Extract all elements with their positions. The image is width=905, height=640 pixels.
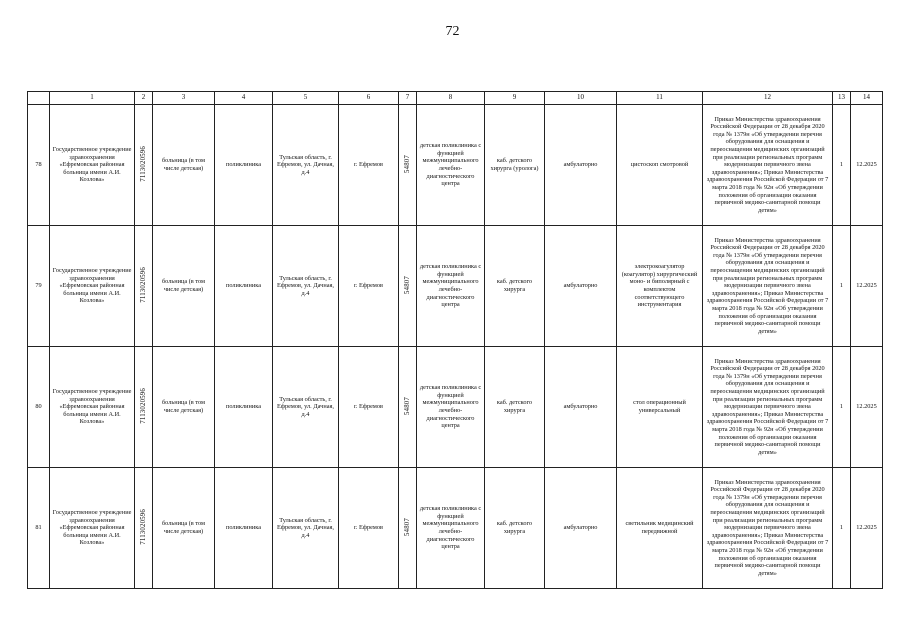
oktmo-code: 54807 bbox=[403, 154, 411, 173]
facility-type: больница (в том числе детская) bbox=[153, 226, 215, 347]
equipment-name: цистоскоп смотровой bbox=[617, 105, 703, 226]
city: г. Ефремов bbox=[339, 105, 399, 226]
institution-name: Государственное учреждение здравоохранения «Ефремовская районная больница имени А.И. Козлова» bbox=[50, 468, 135, 589]
header-cell: 6 bbox=[339, 92, 399, 105]
facility-type: больница (в том числе детская) bbox=[153, 347, 215, 468]
department: детская поликлиника с функцией межмуниципального лечебно-диагностического центра bbox=[417, 347, 485, 468]
legal-basis: Приказ Министерства здравоохранения Российской Федерации от 28 декабря 2020 года № 1379н «Об утверждении перечня оборудования для оснащения и переоснащения медицинских организаций при реализации региональных программ модернизации первичного звена здравоохранения»; Приказ Министерства здравоохранения Российской Федерации от 7 марта 2018 года № 92н «Об утверждении положения об организации оказания первичной медико-санитарной помощи детям» bbox=[703, 105, 833, 226]
address: Тульская область, г. Ефремов, ул. Дачная, д.4 bbox=[273, 105, 339, 226]
department: детская поликлиника с функцией межмуниципального лечебно-диагностического центра bbox=[417, 226, 485, 347]
equipment-name: светильник медицинский передвижной bbox=[617, 468, 703, 589]
care-conditions: амбулаторно bbox=[545, 468, 617, 589]
equipment-table bbox=[27, 91, 883, 589]
header-cell: 3 bbox=[153, 92, 215, 105]
row-number: 78 bbox=[28, 105, 50, 226]
due-date: 12.2025 bbox=[851, 226, 883, 347]
care-conditions: амбулаторно bbox=[545, 226, 617, 347]
institution-name: Государственное учреждение здравоохранения «Ефремовская районная больница имени А.И. Козлова» bbox=[50, 347, 135, 468]
header-cell: 14 bbox=[851, 92, 883, 105]
address: Тульская область, г. Ефремов, ул. Дачная, д.4 bbox=[273, 347, 339, 468]
department: детская поликлиника с функцией межмуниципального лечебно-диагностического центра bbox=[417, 105, 485, 226]
legal-basis: Приказ Министерства здравоохранения Российской Федерации от 28 декабря 2020 года № 1379н «Об утверждении перечня оборудования для оснащения и переоснащения медицинских организаций при реализации региональных программ модернизации первичного звена здравоохранения»; Приказ Министерства здравоохранения Российской Федерации от 7 марта 2018 года № 92н «Об утверждении положения об организации оказания первичной медико-санитарной помощи детям» bbox=[703, 226, 833, 347]
care-conditions: амбулаторно bbox=[545, 105, 617, 226]
header-cell: 11 bbox=[617, 92, 703, 105]
city: г. Ефремов bbox=[339, 226, 399, 347]
room: каб. детского хирурга bbox=[485, 468, 545, 589]
inn-code-cell bbox=[135, 226, 153, 347]
header-cell: 12 bbox=[703, 92, 833, 105]
header-cell: 2 bbox=[135, 92, 153, 105]
oktmo-code: 54807 bbox=[403, 517, 411, 536]
facility-type: больница (в том числе детская) bbox=[153, 468, 215, 589]
due-date: 12.2025 bbox=[851, 468, 883, 589]
address: Тульская область, г. Ефремов, ул. Дачная, д.4 bbox=[273, 226, 339, 347]
facility-type: больница (в том числе детская) bbox=[153, 105, 215, 226]
oktmo-cell bbox=[399, 105, 417, 226]
unit-type: поликлиника bbox=[215, 105, 273, 226]
row-number: 79 bbox=[28, 226, 50, 347]
header-row bbox=[28, 92, 883, 105]
inn-code: 7113020596 bbox=[139, 266, 147, 303]
inn-code: 7113020596 bbox=[139, 508, 147, 545]
unit-type: поликлиника bbox=[215, 226, 273, 347]
department: детская поликлиника с функцией межмуниципального лечебно-диагностического центра bbox=[417, 468, 485, 589]
unit-type: поликлиника bbox=[215, 468, 273, 589]
institution-name: Государственное учреждение здравоохранения «Ефремовская районная больница имени А.И. Козлова» bbox=[50, 105, 135, 226]
table-row bbox=[28, 105, 883, 226]
legal-basis: Приказ Министерства здравоохранения Российской Федерации от 28 декабря 2020 года № 1379н «Об утверждении перечня оборудования для оснащения и переоснащения медицинских организаций при реализации региональных программ модернизации первичного звена здравоохранения»; Приказ Министерства здравоохранения Российской Федерации от 7 марта 2018 года № 92н «Об утверждении положения об организации оказания первичной медико-санитарной помощи детям» bbox=[703, 347, 833, 468]
header-cell: 10 bbox=[545, 92, 617, 105]
unit-type: поликлиника bbox=[215, 347, 273, 468]
table-row bbox=[28, 226, 883, 347]
inn-code-cell bbox=[135, 105, 153, 226]
oktmo-cell bbox=[399, 468, 417, 589]
page-number: 72 bbox=[445, 24, 460, 39]
equipment-name: электрокоагулятор (коагулятор) хирургический моно- и биполярный с комплектом соответствующего инструментария bbox=[617, 226, 703, 347]
quantity: 1 bbox=[833, 468, 851, 589]
oktmo-cell bbox=[399, 226, 417, 347]
header-cell: 5 bbox=[273, 92, 339, 105]
due-date: 12.2025 bbox=[851, 105, 883, 226]
institution-name: Государственное учреждение здравоохранения «Ефремовская районная больница имени А.И. Козлова» bbox=[50, 226, 135, 347]
header-cell: 8 bbox=[417, 92, 485, 105]
city: г. Ефремов bbox=[339, 468, 399, 589]
care-conditions: амбулаторно bbox=[545, 347, 617, 468]
header-cell: 1 bbox=[50, 92, 135, 105]
header-cell: 9 bbox=[485, 92, 545, 105]
table-row bbox=[28, 468, 883, 589]
room: каб. детского хирурга bbox=[485, 226, 545, 347]
oktmo-code: 54807 bbox=[403, 275, 411, 294]
oktmo-code: 54807 bbox=[403, 396, 411, 415]
quantity: 1 bbox=[833, 347, 851, 468]
header-cell: 7 bbox=[399, 92, 417, 105]
legal-basis: Приказ Министерства здравоохранения Российской Федерации от 28 декабря 2020 года № 1379н «Об утверждении перечня оборудования для оснащения и переоснащения медицинских организаций при реализации региональных программ модернизации первичного звена здравоохранения»; Приказ Министерства здравоохранения Российской Федерации от 7 марта 2018 года № 92н «Об утверждении положения об организации оказания первичной медико-санитарной помощи детям» bbox=[703, 468, 833, 589]
inn-code: 7113020596 bbox=[139, 387, 147, 424]
room: каб. детского хирурга bbox=[485, 347, 545, 468]
quantity: 1 bbox=[833, 226, 851, 347]
room: каб. детского хирурга (уролога) bbox=[485, 105, 545, 226]
address: Тульская область, г. Ефремов, ул. Дачная, д.4 bbox=[273, 468, 339, 589]
city: г. Ефремов bbox=[339, 347, 399, 468]
inn-code: 7113020596 bbox=[139, 145, 147, 182]
header-cell-blank bbox=[28, 92, 50, 105]
header-cell: 13 bbox=[833, 92, 851, 105]
oktmo-cell bbox=[399, 347, 417, 468]
row-number: 81 bbox=[28, 468, 50, 589]
equipment-name: стол операционный универсальный bbox=[617, 347, 703, 468]
inn-code-cell bbox=[135, 347, 153, 468]
header-cell: 4 bbox=[215, 92, 273, 105]
quantity: 1 bbox=[833, 105, 851, 226]
row-number: 80 bbox=[28, 347, 50, 468]
due-date: 12.2025 bbox=[851, 347, 883, 468]
inn-code-cell bbox=[135, 468, 153, 589]
table-row bbox=[28, 347, 883, 468]
